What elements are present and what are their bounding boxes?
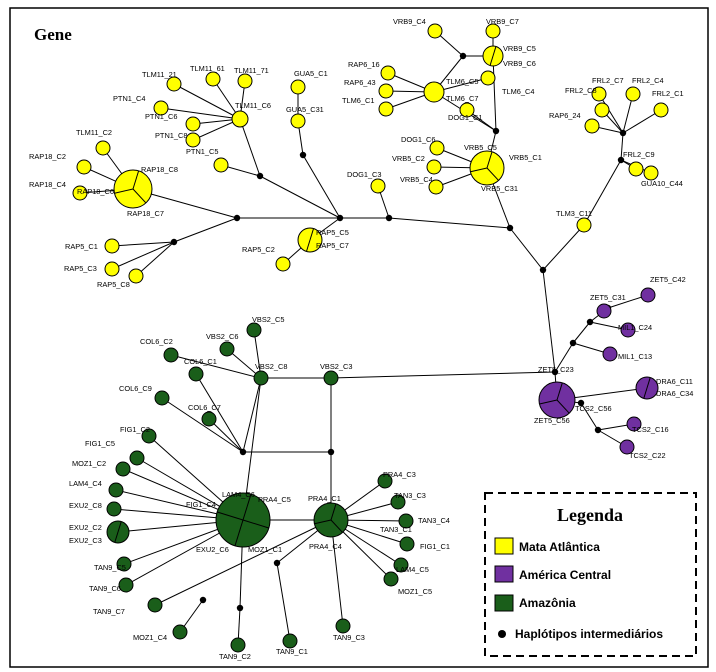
haplotype-label: ZET5_C42 xyxy=(650,275,686,284)
haplotype-label: TLM6_C1 xyxy=(342,96,375,105)
haplotype-node xyxy=(486,24,500,38)
haplotype-node xyxy=(148,598,162,612)
haplotype-node xyxy=(577,218,591,232)
haplotype-label: LAM4_C4 xyxy=(69,479,102,488)
intermediate-haplotype-node xyxy=(234,215,240,221)
haplotype-label: VRB5_C4 xyxy=(400,175,433,184)
haplotype-node xyxy=(105,262,119,276)
haplotype-label: FRL2_C9 xyxy=(623,150,655,159)
haplotype-label: DRA6_C34 xyxy=(656,389,694,398)
haplotype-label: RAP6_24 xyxy=(549,111,581,120)
haplotype-label: TAN3_C3 xyxy=(394,491,426,500)
haplotype-node xyxy=(654,103,668,117)
haplotype-node xyxy=(254,371,268,385)
haplotype-node xyxy=(119,578,133,592)
haplotype-label: RAP5_C8 xyxy=(97,280,130,289)
haplotype-label: MIL1_C13 xyxy=(618,352,653,361)
intermediate-haplotype-node xyxy=(337,215,343,221)
haplotype-label: TAN9_C3 xyxy=(333,633,365,642)
haplotype-label: FIG1_C5 xyxy=(85,439,115,448)
haplotype-node xyxy=(291,114,305,128)
legend-swatch-amazonia xyxy=(495,595,513,611)
haplotype-node xyxy=(428,24,442,38)
haplotype-label: TAN9_C6 xyxy=(89,584,121,593)
haplotype-label: FIG1_C2 xyxy=(120,425,150,434)
haplotype-label: FRL2_C8 xyxy=(565,86,597,95)
intermediate-haplotype-node xyxy=(200,597,206,603)
haplotype-label: RAP6_16 xyxy=(348,60,380,69)
haplotype-label: VBS2_C5 xyxy=(252,315,285,324)
haplotype-label: EXU2_C3 xyxy=(69,536,102,545)
haplotype-label: ZET5_C31 xyxy=(590,293,626,302)
haplotype-node xyxy=(597,304,611,318)
haplotype-node xyxy=(173,625,187,639)
haplotype-label: GUA10_C44 xyxy=(641,179,683,188)
haplotype-label: GUA5_C1 xyxy=(294,69,328,78)
haplotype-node xyxy=(381,66,395,80)
haplotype-label: TCS2_C16 xyxy=(632,425,669,434)
haplotype-label: PRA4_C5 xyxy=(258,495,291,504)
haplotype-node xyxy=(247,323,261,337)
haplotype-label: MOZ1_C5 xyxy=(398,587,433,596)
legend xyxy=(485,493,696,656)
haplotype-label: TCS2_C56 xyxy=(575,404,612,413)
haplotype-label: VRB9_C7 xyxy=(486,17,519,26)
haplotype-label: RAP18_C6 xyxy=(77,187,114,196)
haplotype-node xyxy=(603,347,617,361)
haplotype-label: DRA6_C11 xyxy=(656,377,693,386)
haplotype-node xyxy=(130,451,144,465)
haplotype-label: VBS2_C8 xyxy=(255,362,288,371)
haplotype-label: TLM11_C2 xyxy=(76,128,113,137)
haplotype-label: TAN9_C2 xyxy=(219,652,251,661)
haplotype-label: MOZ1_C1 xyxy=(248,545,283,554)
haplotype-node xyxy=(107,502,121,516)
haplotype-node xyxy=(379,84,393,98)
haplotype-node xyxy=(96,141,110,155)
haplotype-node xyxy=(291,80,305,94)
haplotype-label: PTN1_C8 xyxy=(155,131,188,140)
haplotype-label: VRB5_C1 xyxy=(509,153,542,162)
haplotype-label: RAP5_C3 xyxy=(64,264,97,273)
intermediate-haplotype-node xyxy=(570,340,576,346)
haplotype-label: TAN9_C7 xyxy=(93,607,125,616)
haplotype-label: TLM6_C4 xyxy=(502,87,535,96)
haplotype-label: COL6_C2 xyxy=(140,337,173,346)
haplotype-label: TLM11_71 xyxy=(234,66,269,75)
legend-dot-intermediate xyxy=(498,630,506,638)
haplotype-label: MOZ1_C4 xyxy=(133,633,168,642)
haplotype-label: TAN9_C5 xyxy=(94,563,126,572)
haplotype-label: PTN1_C5 xyxy=(186,147,219,156)
haplotype-label: TAN3_C4 xyxy=(418,516,450,525)
haplotype-node xyxy=(206,72,220,86)
haplotype-label: RAP5_C5 xyxy=(316,228,349,237)
haplotype-label: LAM4_C6 xyxy=(222,490,255,499)
haplotype-node xyxy=(626,87,640,101)
intermediate-haplotype-node xyxy=(328,449,334,455)
haplotype-label: FRL2_C7 xyxy=(592,76,624,85)
intermediate-haplotype-node xyxy=(587,319,593,325)
haplotype-label: GUA5_C31 xyxy=(286,105,324,114)
legend-title: Legenda xyxy=(556,505,624,525)
haplotype-label: TLM11_21 xyxy=(142,70,177,79)
haplotype-node xyxy=(109,483,123,497)
haplotype-node xyxy=(427,160,441,174)
haplotype-label: RAP5_C1 xyxy=(65,242,98,251)
intermediate-haplotype-node xyxy=(493,128,499,134)
haplotype-label: VBS2_C6 xyxy=(206,332,239,341)
haplotype-node xyxy=(220,342,234,356)
intermediate-haplotype-node xyxy=(620,130,626,136)
haplotype-node xyxy=(644,166,658,180)
haplotype-label: TAN9_C1 xyxy=(276,647,308,656)
haplotype-node xyxy=(116,462,130,476)
haplotype-label: PRA4_C1 xyxy=(308,494,341,503)
haplotype-node xyxy=(164,348,178,362)
haplotype-label: COL6_C9 xyxy=(119,384,152,393)
haplotype-node xyxy=(324,371,338,385)
haplotype-label: TLM6_C5 xyxy=(446,77,479,86)
haplotype-node xyxy=(384,572,398,586)
haplotype-label: DOG1_C6 xyxy=(401,135,436,144)
intermediate-haplotype-node xyxy=(300,152,306,158)
haplotype-node xyxy=(186,133,200,147)
intermediate-haplotype-node xyxy=(540,267,546,273)
haplotype-label: DOG1_C1 xyxy=(448,113,483,122)
haplotype-node xyxy=(214,158,228,172)
haplotype-label: VRB9_C5 xyxy=(503,44,536,53)
haplotype-label: RAP18_C7 xyxy=(127,209,164,218)
haplotype-node xyxy=(186,117,200,131)
legend-label-mata-atlantica: Mata Atlântica xyxy=(519,540,600,554)
intermediate-haplotype-node xyxy=(386,215,392,221)
intermediate-haplotype-node xyxy=(237,605,243,611)
haplotype-node xyxy=(238,74,252,88)
haplotype-label: EXU2_C6 xyxy=(196,545,229,554)
intermediate-haplotype-node xyxy=(460,53,466,59)
haplotype-label: RAP6_43 xyxy=(344,78,376,87)
haplotype-label: RAP18_C2 xyxy=(29,152,66,161)
haplotype-label: VRB5_C31 xyxy=(481,184,518,193)
legend-label-intermediate: Haplótipos intermediários xyxy=(515,627,664,641)
haplotype-label: PTN1_C4 xyxy=(113,94,146,103)
haplotype-label: ZET5_C56 xyxy=(534,416,570,425)
haplotype-node xyxy=(641,288,655,302)
haplotype-label: FRL2_C1 xyxy=(652,89,684,98)
haplotype-label: ZET5_C23 xyxy=(538,365,574,374)
haplotype-label: FIG1_C1 xyxy=(420,542,450,551)
haplotype-node xyxy=(202,412,216,426)
haplotype-label: EXU2_C8 xyxy=(69,501,102,510)
haplotype-label: DOG1_C3 xyxy=(347,170,382,179)
haplotype-label: RAP18_C8 xyxy=(141,165,178,174)
haplotype-label: TLM11_C6 xyxy=(235,101,272,110)
legend-swatch-america-central xyxy=(495,566,513,582)
legend-label-america-central: América Central xyxy=(519,568,612,582)
haplotype-node xyxy=(77,160,91,174)
haplotype-label: RAP5_C2 xyxy=(242,245,275,254)
haplotype-node xyxy=(481,71,495,85)
haplotype-label: EXU2_C2 xyxy=(69,523,102,532)
haplotype-label: TLM6_C7 xyxy=(446,94,479,103)
haplotype-node xyxy=(167,77,181,91)
haplotype-node xyxy=(276,257,290,271)
haplotype-label: RAP5_C7 xyxy=(316,241,349,250)
haplotype-node xyxy=(105,239,119,253)
haplotype-label: COL6_C1 xyxy=(184,357,217,366)
intermediate-haplotype-node xyxy=(595,427,601,433)
haplotype-node xyxy=(379,102,393,116)
haplotype-label: VRB9_C4 xyxy=(393,17,426,26)
legend-swatch-mata-atlantica xyxy=(495,538,513,554)
haplotype-node xyxy=(336,619,350,633)
haplotype-node xyxy=(629,162,643,176)
intermediate-haplotype-node xyxy=(257,173,263,179)
haplotype-label: MOZ1_C2 xyxy=(72,459,107,468)
haplotype-node xyxy=(424,82,444,102)
haplotype-label: TCS2_C22 xyxy=(629,451,666,460)
haplotype-node xyxy=(371,179,385,193)
haplotype-label: LAM4_C5 xyxy=(396,565,429,574)
intermediate-haplotype-node xyxy=(171,239,177,245)
haplotype-node xyxy=(400,537,414,551)
haplotype-label: TAN3_C1 xyxy=(380,525,412,534)
haplotype-label: FIG1_C4 xyxy=(186,500,216,509)
haplotype-label: RAP18_C4 xyxy=(29,180,66,189)
legend-label-amazonia: Amazônia xyxy=(519,596,576,610)
haplotype-node xyxy=(189,367,203,381)
haplotype-node xyxy=(129,269,143,283)
haplotype-node xyxy=(231,638,245,652)
haplotype-label: VRB5_C2 xyxy=(392,154,425,163)
haplotype-label: MIL1_C24 xyxy=(618,323,653,332)
haplotype-label: VBS2_C3 xyxy=(320,362,353,371)
haplotype-label: VRB5_C5 xyxy=(464,143,497,152)
figure-title: Gene xyxy=(34,25,72,44)
haplotype-label: PRA4_C4 xyxy=(309,542,342,551)
haplotype-label: PTN1_C6 xyxy=(145,112,178,121)
haplotype-node xyxy=(283,634,297,648)
haplotype-node xyxy=(595,103,609,117)
intermediate-haplotype-node xyxy=(240,449,246,455)
haplotype-label: VRB9_C6 xyxy=(503,59,536,68)
haplotype-label: TLM11_61 xyxy=(190,64,225,73)
haplotype-label: COL6_C7 xyxy=(188,403,221,412)
intermediate-haplotype-node xyxy=(274,560,280,566)
haplotype-label: TLM3_C11 xyxy=(556,209,593,218)
haplotype-label: PRA4_C3 xyxy=(383,470,416,479)
intermediate-haplotype-node xyxy=(507,225,513,231)
haplotype-node xyxy=(155,391,169,405)
haplotype-node xyxy=(585,119,599,133)
haplotype-label: FRL2_C4 xyxy=(632,76,664,85)
haplotype-node xyxy=(232,111,248,127)
